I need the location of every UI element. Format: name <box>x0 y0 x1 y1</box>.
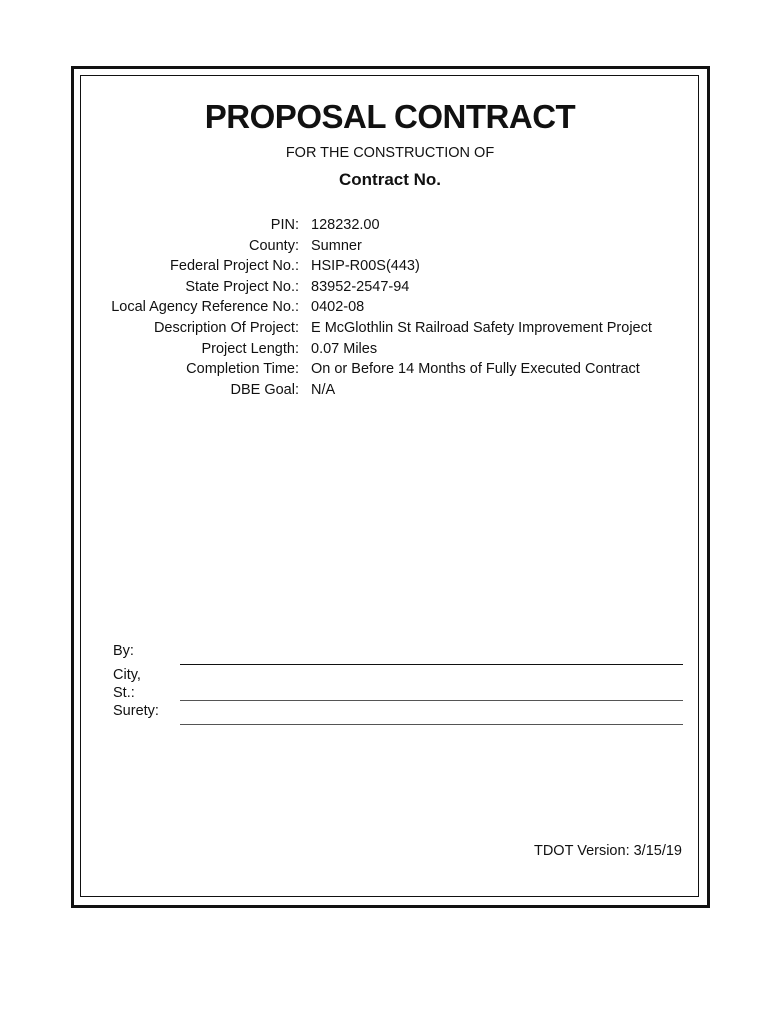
field-value: Sumner <box>311 237 362 254</box>
surety-label: Surety: <box>113 703 159 719</box>
field-row-federal-project-no <box>60 256 700 277</box>
document-title: PROPOSAL CONTRACT <box>204 98 576 135</box>
field-row-completion-time <box>60 359 700 380</box>
field-value: 128232.00 <box>311 217 380 233</box>
field-label: State Project No.: <box>185 278 299 295</box>
by-label: By: <box>113 643 134 659</box>
field-value: 0402-08 <box>311 299 365 316</box>
field-value: 83952-2547-94 <box>311 278 410 295</box>
field-value: E McGlothlin St Railroad Safety Improvement Project <box>311 319 652 336</box>
field-row-description <box>60 318 700 339</box>
document-subtitle: FOR THE CONSTRUCTION OF <box>285 145 495 161</box>
inner-page-border <box>80 75 699 897</box>
field-value: 0.07 Miles <box>311 340 378 357</box>
field-label: PIN: <box>270 217 299 233</box>
field-label: DBE Goal: <box>230 381 299 398</box>
city-state-signature-line <box>180 700 683 701</box>
version-text: TDOT Version: 3/15/19 <box>533 843 682 859</box>
field-row-county <box>60 236 700 257</box>
contract-number-label: Contract No. <box>339 170 441 189</box>
field-label: Local Agency Reference No.: <box>111 299 299 316</box>
field-row-state-project-no <box>60 277 700 298</box>
city-label: City, <box>113 667 141 683</box>
field-value: N/A <box>311 381 336 398</box>
project-details <box>60 215 700 400</box>
field-row-project-length <box>60 339 700 360</box>
surety-signature-line <box>180 724 683 725</box>
field-value: HSIP-R00S(443) <box>311 258 420 275</box>
field-row-dbe-goal <box>60 380 700 401</box>
field-label: Project Length: <box>201 340 299 357</box>
field-row-local-agency-reference <box>60 297 700 318</box>
field-value: On or Before 14 Months of Fully Executed Contract <box>311 361 640 378</box>
state-label: St.: <box>113 685 135 701</box>
by-signature-line <box>180 664 683 665</box>
field-label: Completion Time: <box>186 361 299 378</box>
field-row-pin <box>60 215 700 236</box>
field-label: County: <box>249 237 299 254</box>
field-label: Federal Project No.: <box>170 258 299 275</box>
field-label: Description Of Project: <box>153 319 299 336</box>
